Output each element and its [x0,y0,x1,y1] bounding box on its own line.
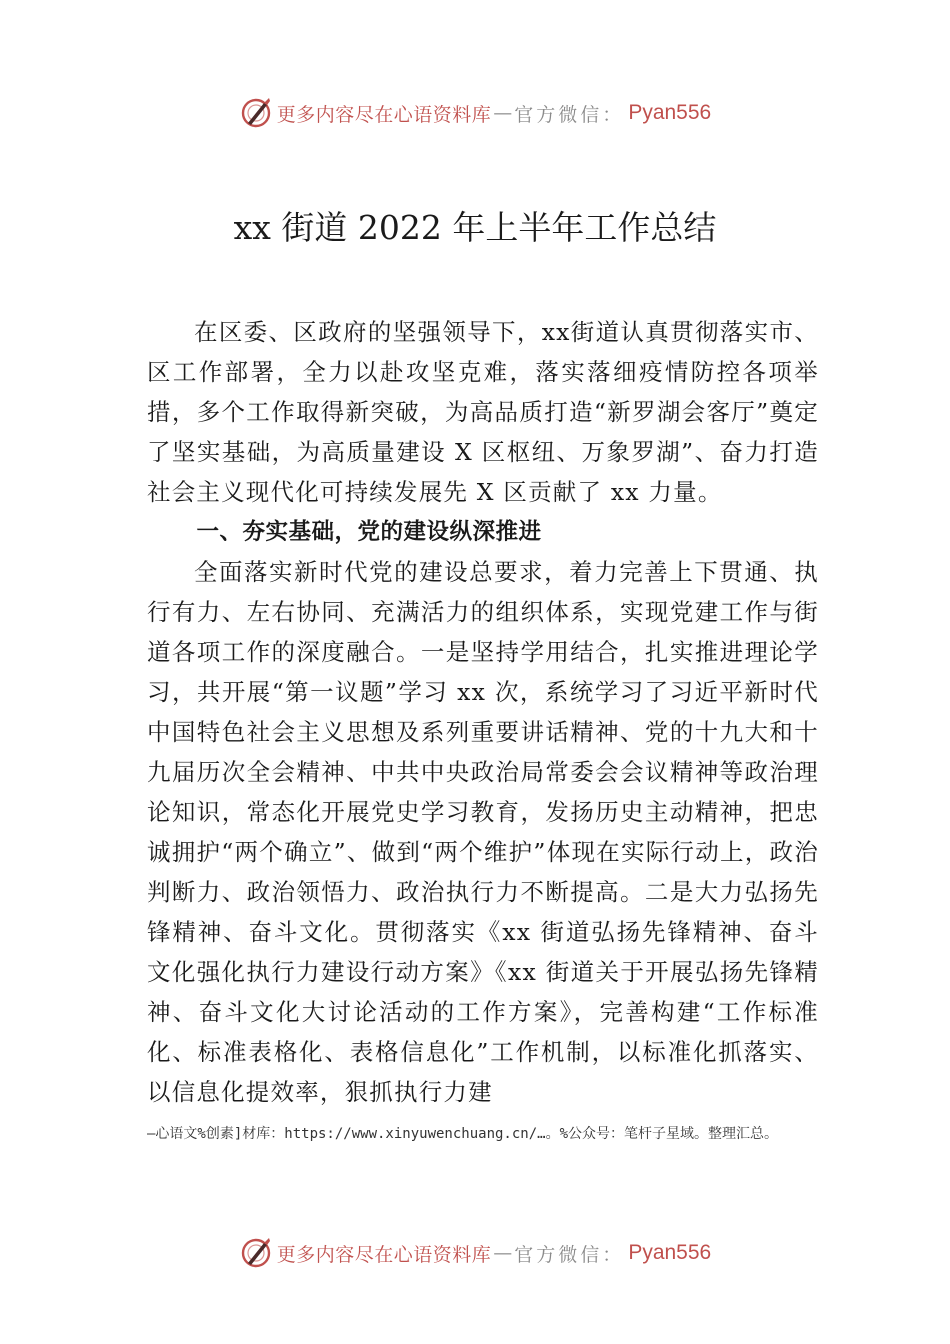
section-heading: 一、夯实基础，党的建设纵深推进 [196,519,542,545]
banner-slogan: 更多内容尽在心语资料库 [276,1243,492,1266]
wechat-label: 官方微信： [514,103,625,126]
quill-pen-seal-icon [239,1236,273,1270]
wechat-id: Pyan556 [628,101,712,124]
wechat-id: Pyan556 [628,1241,712,1264]
header-banner [0,93,950,133]
banner-separator: — [493,1242,513,1264]
section-paragraph: 全面落实新时代党的建设总要求，着力完善上下贯通、执行有力、左右协同、充满活力的组织体系，实现党建工作与街道各项工作的深度融合。一是坚持学用结合，扎实推进理论学习，共开展“第一议题”学习 xx 次，系统学习了习近平新时代中国特色社会主义思想及系列重要讲话精神、党的十九大和十九届历次全会精神、中共中央政治局常委会会议精神等政治理论知识，常态化开展党史学习教育，发扬历史主动精神，把忠诚拥护“两个确立”、做到“两个维护”体现在实际行动上，政治判断力、政治领悟力、政治执行力不断提高。二是大力弘扬先锋精神、奋斗文化。贯彻落实《xx 街道弘扬先锋精神、奋斗文化强化执行力建设行动方案》《xx 街道关于开展弘扬先锋精神、奋斗文化大讨论活动的工作方案》，完善构建“工作标准化、标准表格化、表格信息化”工作机制，以标准化抓落实、以信息化提效率，狠抓执行力建 [147,558,819,1106]
banner-slogan: 更多内容尽在心语资料库 [276,103,492,126]
source-footnote: —心语文%创素]材库：https://www.xinyuwenchuang.cn/…。%公众号：笔杆子星域。整理汇总。 [147,1126,779,1142]
wechat-label: 官方微信： [514,1243,625,1266]
intro-paragraph: 在区委、区政府的坚强领导下，xx街道认真贯彻落实市、区工作部署，全力以赴攻坚克难，落实落细疫情防控各项举措，多个工作取得新突破，为高品质打造“新罗湖会客厅”奠定了坚实基础，为高质量建设 X 区枢纽、万象罗湖”、奋力打造社会主义现代化可持续发展先 X 区贡献了 xx 力量。 [147,318,819,506]
footer-banner [0,1233,950,1273]
document-title: xx 街道 2022 年上半年工作总结 [233,208,717,247]
banner-separator: — [493,102,513,124]
document-body [147,312,819,1112]
quill-pen-seal-icon [239,96,273,130]
